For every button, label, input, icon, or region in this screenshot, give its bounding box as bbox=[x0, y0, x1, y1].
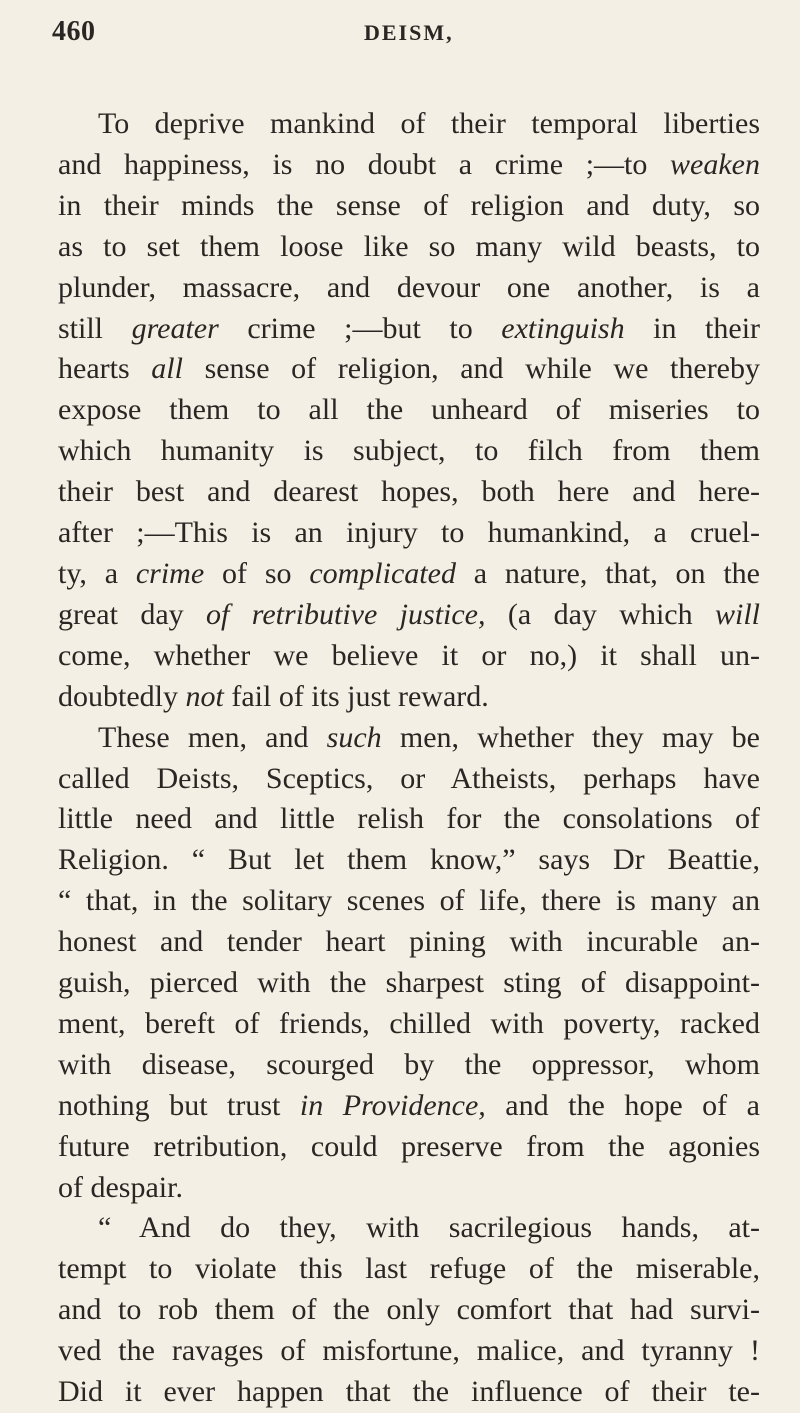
italic-text: of retributive justice, bbox=[206, 597, 486, 631]
text-segment: expose them to all the unheard of miseries to bbox=[58, 393, 760, 427]
text-line bbox=[58, 186, 760, 227]
text-segment: come, whether we believe it or no,) it shall un- bbox=[58, 638, 760, 672]
text-line bbox=[58, 922, 760, 963]
italic-text: crime bbox=[135, 556, 205, 590]
text-line bbox=[58, 145, 760, 186]
text-line bbox=[58, 472, 760, 513]
italic-text: such bbox=[326, 720, 382, 754]
text-segment: “ that, in the solitary scenes of life, there is many an bbox=[58, 884, 760, 918]
italic-text: all bbox=[151, 352, 183, 386]
page-number: 460 bbox=[52, 16, 96, 47]
text-segment: doubtedly bbox=[58, 679, 186, 713]
text-segment: “ And do they, with sacrilegious hands, at- bbox=[98, 1211, 760, 1245]
text-segment: honest and tender heart pining with incurable an- bbox=[58, 925, 760, 959]
text-line bbox=[58, 718, 760, 759]
text-line bbox=[58, 431, 760, 472]
text-line bbox=[58, 1045, 760, 1086]
text-segment: ved the ravages of misfortune, malice, and tyranny ! bbox=[58, 1334, 760, 1368]
text-segment: future retribution, could preserve from the agonies bbox=[58, 1129, 760, 1163]
text-line bbox=[58, 554, 760, 595]
italic-text: extinguish bbox=[501, 311, 625, 345]
text-line bbox=[58, 390, 760, 431]
running-head: DEISM, bbox=[364, 20, 454, 45]
text-segment: fail of its just reward. bbox=[223, 679, 489, 713]
text-segment: and to rob them of the only comfort that had survi- bbox=[58, 1293, 760, 1327]
text-segment: To deprive mankind of their temporal liberties bbox=[98, 107, 760, 140]
text-line bbox=[58, 1331, 760, 1372]
italic-text: weaken bbox=[670, 147, 760, 181]
text-line bbox=[58, 636, 760, 677]
page-header bbox=[52, 16, 752, 56]
text-segment: guish, pierced with the sharpest sting of disappoint- bbox=[58, 966, 760, 1000]
text-line bbox=[58, 1168, 760, 1209]
text-segment: hearts bbox=[58, 352, 152, 386]
text-line bbox=[58, 1208, 760, 1249]
body-text bbox=[58, 104, 760, 1413]
text-segment: and the hope of a bbox=[485, 1088, 760, 1122]
text-line bbox=[58, 349, 760, 390]
text-segment: little need and little relish for the consolations of bbox=[58, 802, 760, 836]
text-line bbox=[58, 840, 760, 881]
text-segment: of despair. bbox=[58, 1170, 183, 1204]
text-segment: which humanity is subject, to filch from them bbox=[58, 434, 760, 468]
text-line bbox=[58, 1372, 760, 1413]
text-line bbox=[58, 1004, 760, 1045]
text-segment: in their bbox=[624, 311, 761, 345]
text-segment: ment, bereft of friends, chilled with poverty, racked bbox=[58, 1006, 760, 1040]
text-line bbox=[58, 227, 760, 268]
text-segment: These men, and bbox=[98, 720, 327, 754]
text-segment: their best and dearest hopes, both here and here- bbox=[58, 475, 760, 509]
italic-text: complicated bbox=[309, 556, 456, 590]
text-line bbox=[58, 963, 760, 1004]
text-segment: a nature, that, on the bbox=[455, 556, 760, 590]
text-line bbox=[58, 513, 760, 554]
text-line bbox=[58, 595, 760, 636]
italic-text: not bbox=[185, 679, 224, 713]
text-segment: still bbox=[58, 311, 132, 345]
text-line bbox=[58, 881, 760, 922]
text-line bbox=[58, 1127, 760, 1168]
text-segment: nothing but trust bbox=[58, 1088, 300, 1122]
italic-text: in Providence, bbox=[299, 1088, 486, 1122]
text-segment: sense of religion, and while we thereby bbox=[182, 352, 760, 386]
text-line bbox=[58, 677, 760, 718]
text-segment: with disease, scourged by the oppressor, whom bbox=[58, 1047, 760, 1081]
text-segment: great day bbox=[58, 597, 207, 631]
text-segment: and happiness, is no doubt a crime ;—to bbox=[58, 147, 671, 181]
text-line bbox=[58, 104, 760, 145]
text-segment: in their minds the sense of religion and duty, so bbox=[58, 188, 760, 222]
text-segment: Religion. “ But let them know,” says Dr Beattie, bbox=[58, 843, 760, 877]
text-segment: as to set them loose like so many wild beasts, to bbox=[58, 229, 760, 263]
text-segment: men, whether they may be bbox=[381, 720, 760, 754]
text-segment: ty, a bbox=[58, 556, 136, 590]
text-line bbox=[58, 1086, 760, 1127]
text-segment: crime ;—but to bbox=[218, 311, 502, 345]
text-line bbox=[58, 309, 760, 350]
text-segment: after ;—This is an injury to humankind, a cruel- bbox=[58, 516, 760, 550]
italic-text: greater bbox=[131, 311, 219, 345]
text-line bbox=[58, 799, 760, 840]
text-segment: tempt to violate this last refuge of the miserable, bbox=[58, 1252, 760, 1286]
text-segment: (a day which bbox=[485, 597, 715, 631]
text-segment: Did it ever happen that the influence of their te- bbox=[58, 1375, 760, 1409]
italic-text: will bbox=[714, 597, 760, 631]
text-segment: plunder, massacre, and devour one another, is a bbox=[58, 270, 760, 304]
text-line bbox=[58, 1249, 760, 1290]
text-segment: of so bbox=[204, 556, 310, 590]
text-line bbox=[58, 1290, 760, 1331]
text-line bbox=[58, 268, 760, 309]
text-segment: called Deists, Sceptics, or Atheists, perhaps have bbox=[58, 761, 760, 795]
text-line bbox=[58, 759, 760, 800]
